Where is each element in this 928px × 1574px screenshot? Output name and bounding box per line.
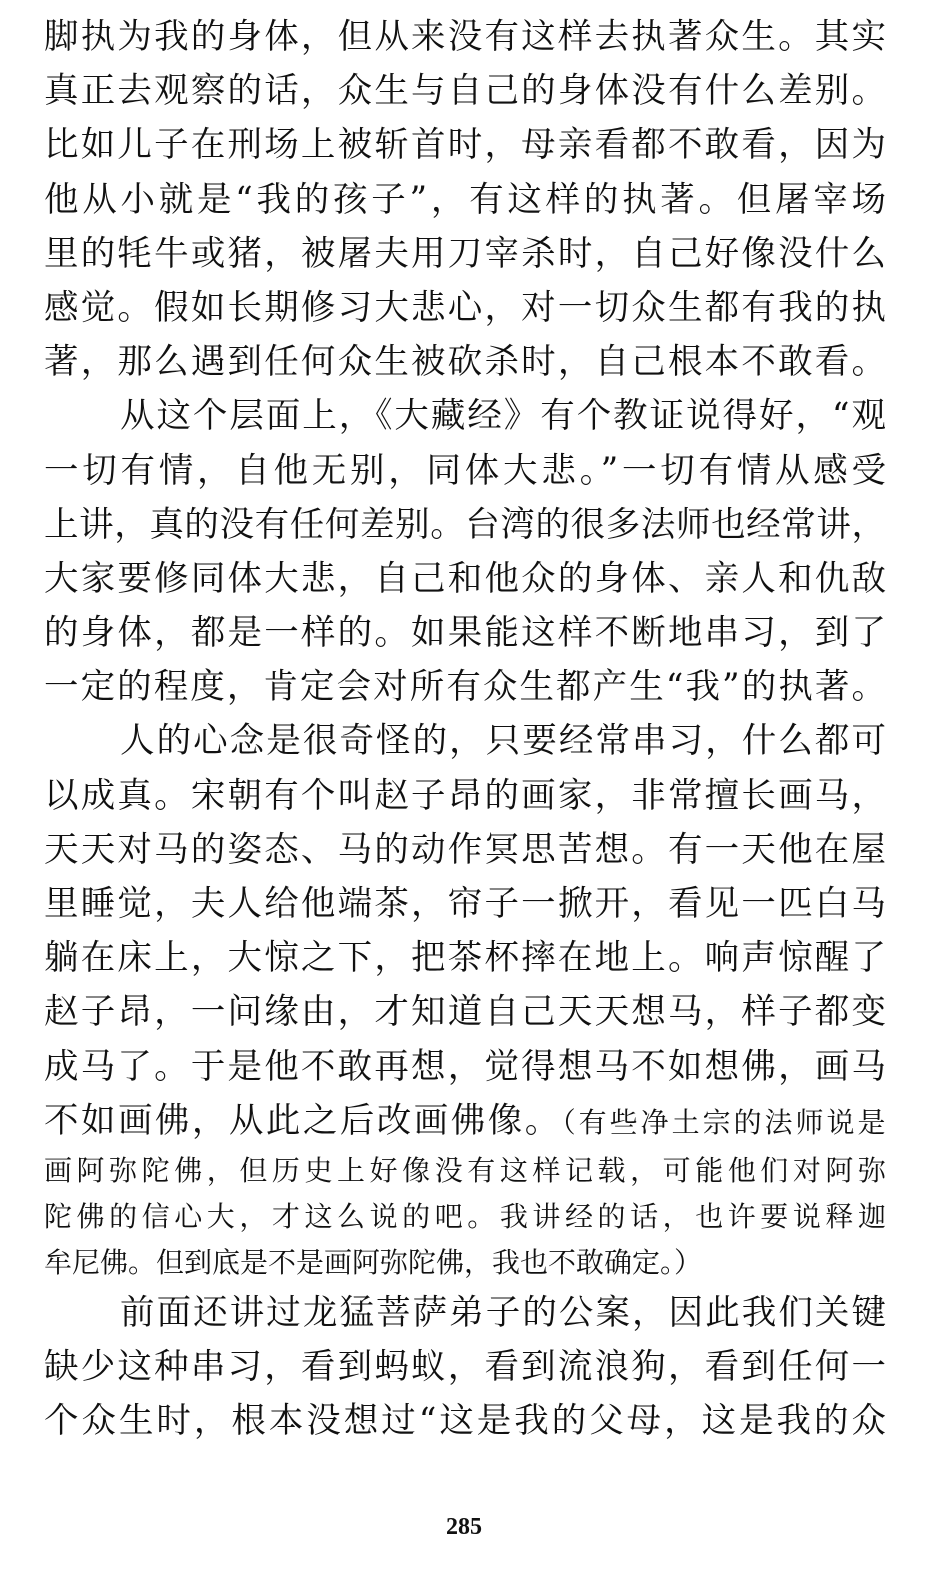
text-line: 以成真。宋朝有个叫赵子昂的画家，非常擅长画马，	[44, 775, 886, 816]
text-line: 成马了。于是他不敢再想，觉得想马不如想佛，画马	[44, 1046, 886, 1087]
text-line: 感觉。假如长期修习大悲心，对一切众生都有我的执	[44, 287, 886, 328]
paragraph-start-line: 人的心念是很奇怪的，只要经常串习，什么都可	[120, 721, 886, 762]
body-text	[44, 10, 886, 1449]
text-line: 里睡觉，夫人给他端茶，帘子一掀开，看见一匹白马	[44, 884, 886, 924]
text-line: 脚执为我的身体，但从来没有这样去执著众生。其实	[44, 17, 886, 57]
text-line: 比如儿子在刑场上被斩首时，母亲看都不敢看，因为	[44, 125, 886, 166]
text-line: 著，那么遇到任何众生被砍杀时，自己根本不敢看。	[44, 342, 886, 383]
text-line: 里的牦牛或猪，被屠夫用刀宰杀时，自己好像没什么	[44, 233, 886, 274]
paragraph-start-line: 从这个层面上，《大藏经》有个教证说得好，“观	[120, 396, 886, 437]
paragraph-start-line: 前面还讲过龙猛菩萨弟子的公案，因此我们关键	[120, 1292, 886, 1333]
text-line: 一定的程度，肯定会对所有众生都产生“我”的执著。	[44, 667, 886, 708]
text-line: 他从小就是“我的孩子”，有这样的执著。但屠宰场	[44, 179, 886, 220]
text-line-with-note	[44, 1094, 886, 1148]
note-line: 牟尼佛。但到底是不是画阿弥陀佛，我也不敢确定。）	[44, 1245, 703, 1279]
text-line: 大家要修同体大悲，自己和他众的身体、亲人和仇敌	[44, 558, 886, 599]
text-line: 的身体，都是一样的。如果能这样不断地串习，到了	[44, 613, 886, 654]
text-line: 赵子昂，一问缘由，才知道自己天天想马，样子都变	[44, 992, 886, 1033]
page-number: 285	[446, 1514, 482, 1540]
text-line: 天天对马的姿态、马的动作冥思苦想。有一天他在屋	[44, 829, 886, 870]
inline-note: （有些净土宗的法师说是	[561, 1105, 886, 1139]
text-line: 上讲，真的没有任何差别。台湾的很多法师也经常讲，	[44, 504, 886, 545]
text-line: 一切有情，自他无别，同体大悲。”一切有情从感受	[44, 450, 886, 491]
text-segment: 不如画佛，从此之后改画佛像。	[44, 1100, 562, 1141]
note-line: 画阿弥陀佛，但历史上好像没有这样记载，可能他们对阿弥	[44, 1153, 886, 1187]
text-line: 躺在床上，大惊之下，把茶杯摔在地上。响声惊醒了	[44, 938, 886, 979]
text-line: 缺少这种串习，看到蚂蚁，看到流浪狗，看到任何一	[44, 1347, 886, 1388]
note-line: 陀佛的信心大，才这么说的吧。我讲经的话，也许要说释迦	[44, 1199, 886, 1233]
text-line: 个众生时，根本没想过“这是我的父母，这是我的众	[44, 1401, 886, 1442]
text-line: 真正去观察的话，众生与自己的身体没有什么差别。	[44, 71, 886, 112]
